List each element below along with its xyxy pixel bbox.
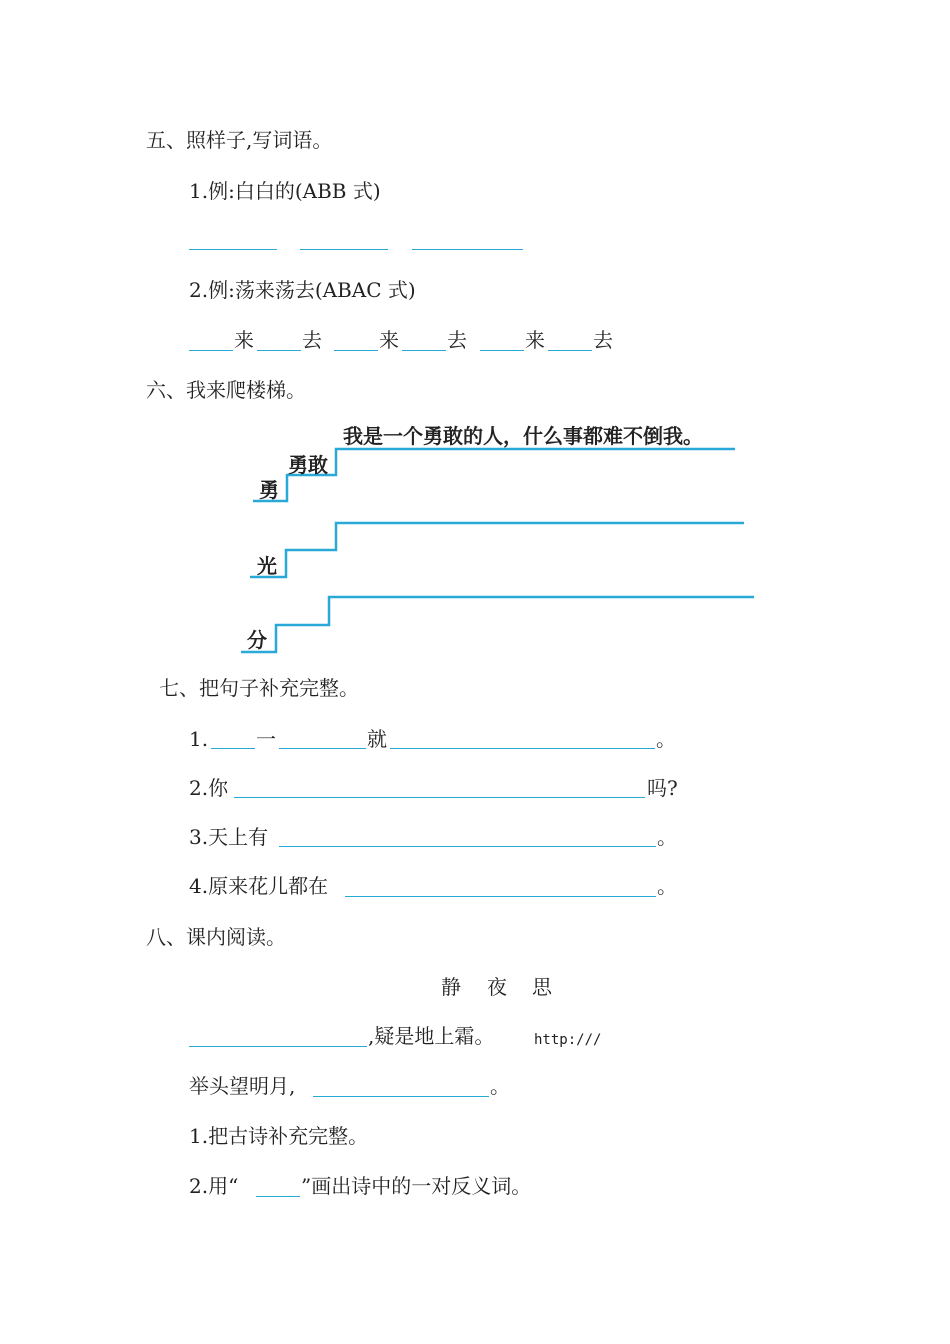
q4-start: 4.原来花儿都在: [189, 874, 329, 898]
q3-blank[interactable]: [279, 846, 656, 847]
poem-line1-blank[interactable]: [189, 1046, 367, 1047]
q1-blank-1[interactable]: [211, 748, 255, 749]
stair1-sentence: 我是一个勇敢的人，什么事都难不倒我。: [343, 424, 703, 448]
section8-q2-end: ”画出诗中的一对反义词。: [301, 1174, 532, 1198]
poem-line2-blank[interactable]: [313, 1096, 489, 1097]
q1-yi: 一: [256, 727, 276, 751]
stair3-step1: 分: [247, 628, 267, 652]
q1-blank-3[interactable]: [390, 748, 655, 749]
poem-title-char-3: 思: [532, 975, 552, 999]
section7-heading: 七、把句子补充完整。: [159, 676, 359, 700]
watermark-url: http:///: [534, 1032, 602, 1048]
stair-3-line: [241, 597, 754, 652]
q2-start: 2.你: [189, 776, 229, 800]
stair1-step1: 勇: [259, 478, 279, 502]
q1-period: 。: [656, 727, 676, 751]
q1-jiu: 就: [367, 727, 387, 751]
abac-lai-3: 来: [525, 328, 545, 352]
abac-qu-1: 去: [302, 328, 322, 352]
section8-q1: 1.把古诗补充完整。: [189, 1124, 369, 1148]
q3-period: 。: [657, 825, 677, 849]
section5-heading: 五、照样子,写词语。: [146, 128, 333, 152]
q2-blank[interactable]: [234, 797, 645, 798]
poem-line1-end: ,疑是地上霜。: [368, 1024, 495, 1048]
q4-blank[interactable]: [345, 896, 656, 897]
poem-line2-period: 。: [490, 1074, 510, 1098]
stair2-step1: 光: [257, 554, 277, 578]
stair1-step2: 勇敢: [288, 453, 328, 477]
section8-heading: 八、课内阅读。: [146, 925, 286, 949]
section8-q2-start: 2.用“: [189, 1174, 239, 1198]
q2-end: 吗?: [647, 776, 678, 800]
section5-example1: 1.例:白白的(ABB 式): [189, 179, 381, 203]
section6-heading: 六、我来爬楼梯。: [146, 378, 306, 402]
abac-qu-2: 去: [447, 328, 467, 352]
q1-blank-2[interactable]: [279, 748, 366, 749]
poem-title-char-1: 静: [441, 975, 461, 999]
abac-qu-3: 去: [593, 328, 613, 352]
abac-lai-2: 来: [379, 328, 399, 352]
poem-line2-start: 举头望明月,: [189, 1074, 296, 1098]
q1-number: 1.: [189, 727, 209, 751]
section5-example2: 2.例:荡来荡去(ABAC 式): [189, 278, 416, 302]
q4-period: 。: [657, 874, 677, 898]
stair-2-line: [250, 523, 744, 577]
underline-sample: [256, 1196, 300, 1197]
poem-title-char-2: 夜: [487, 975, 507, 999]
abac-lai-1: 来: [234, 328, 254, 352]
q3-start: 3.天上有: [189, 825, 269, 849]
